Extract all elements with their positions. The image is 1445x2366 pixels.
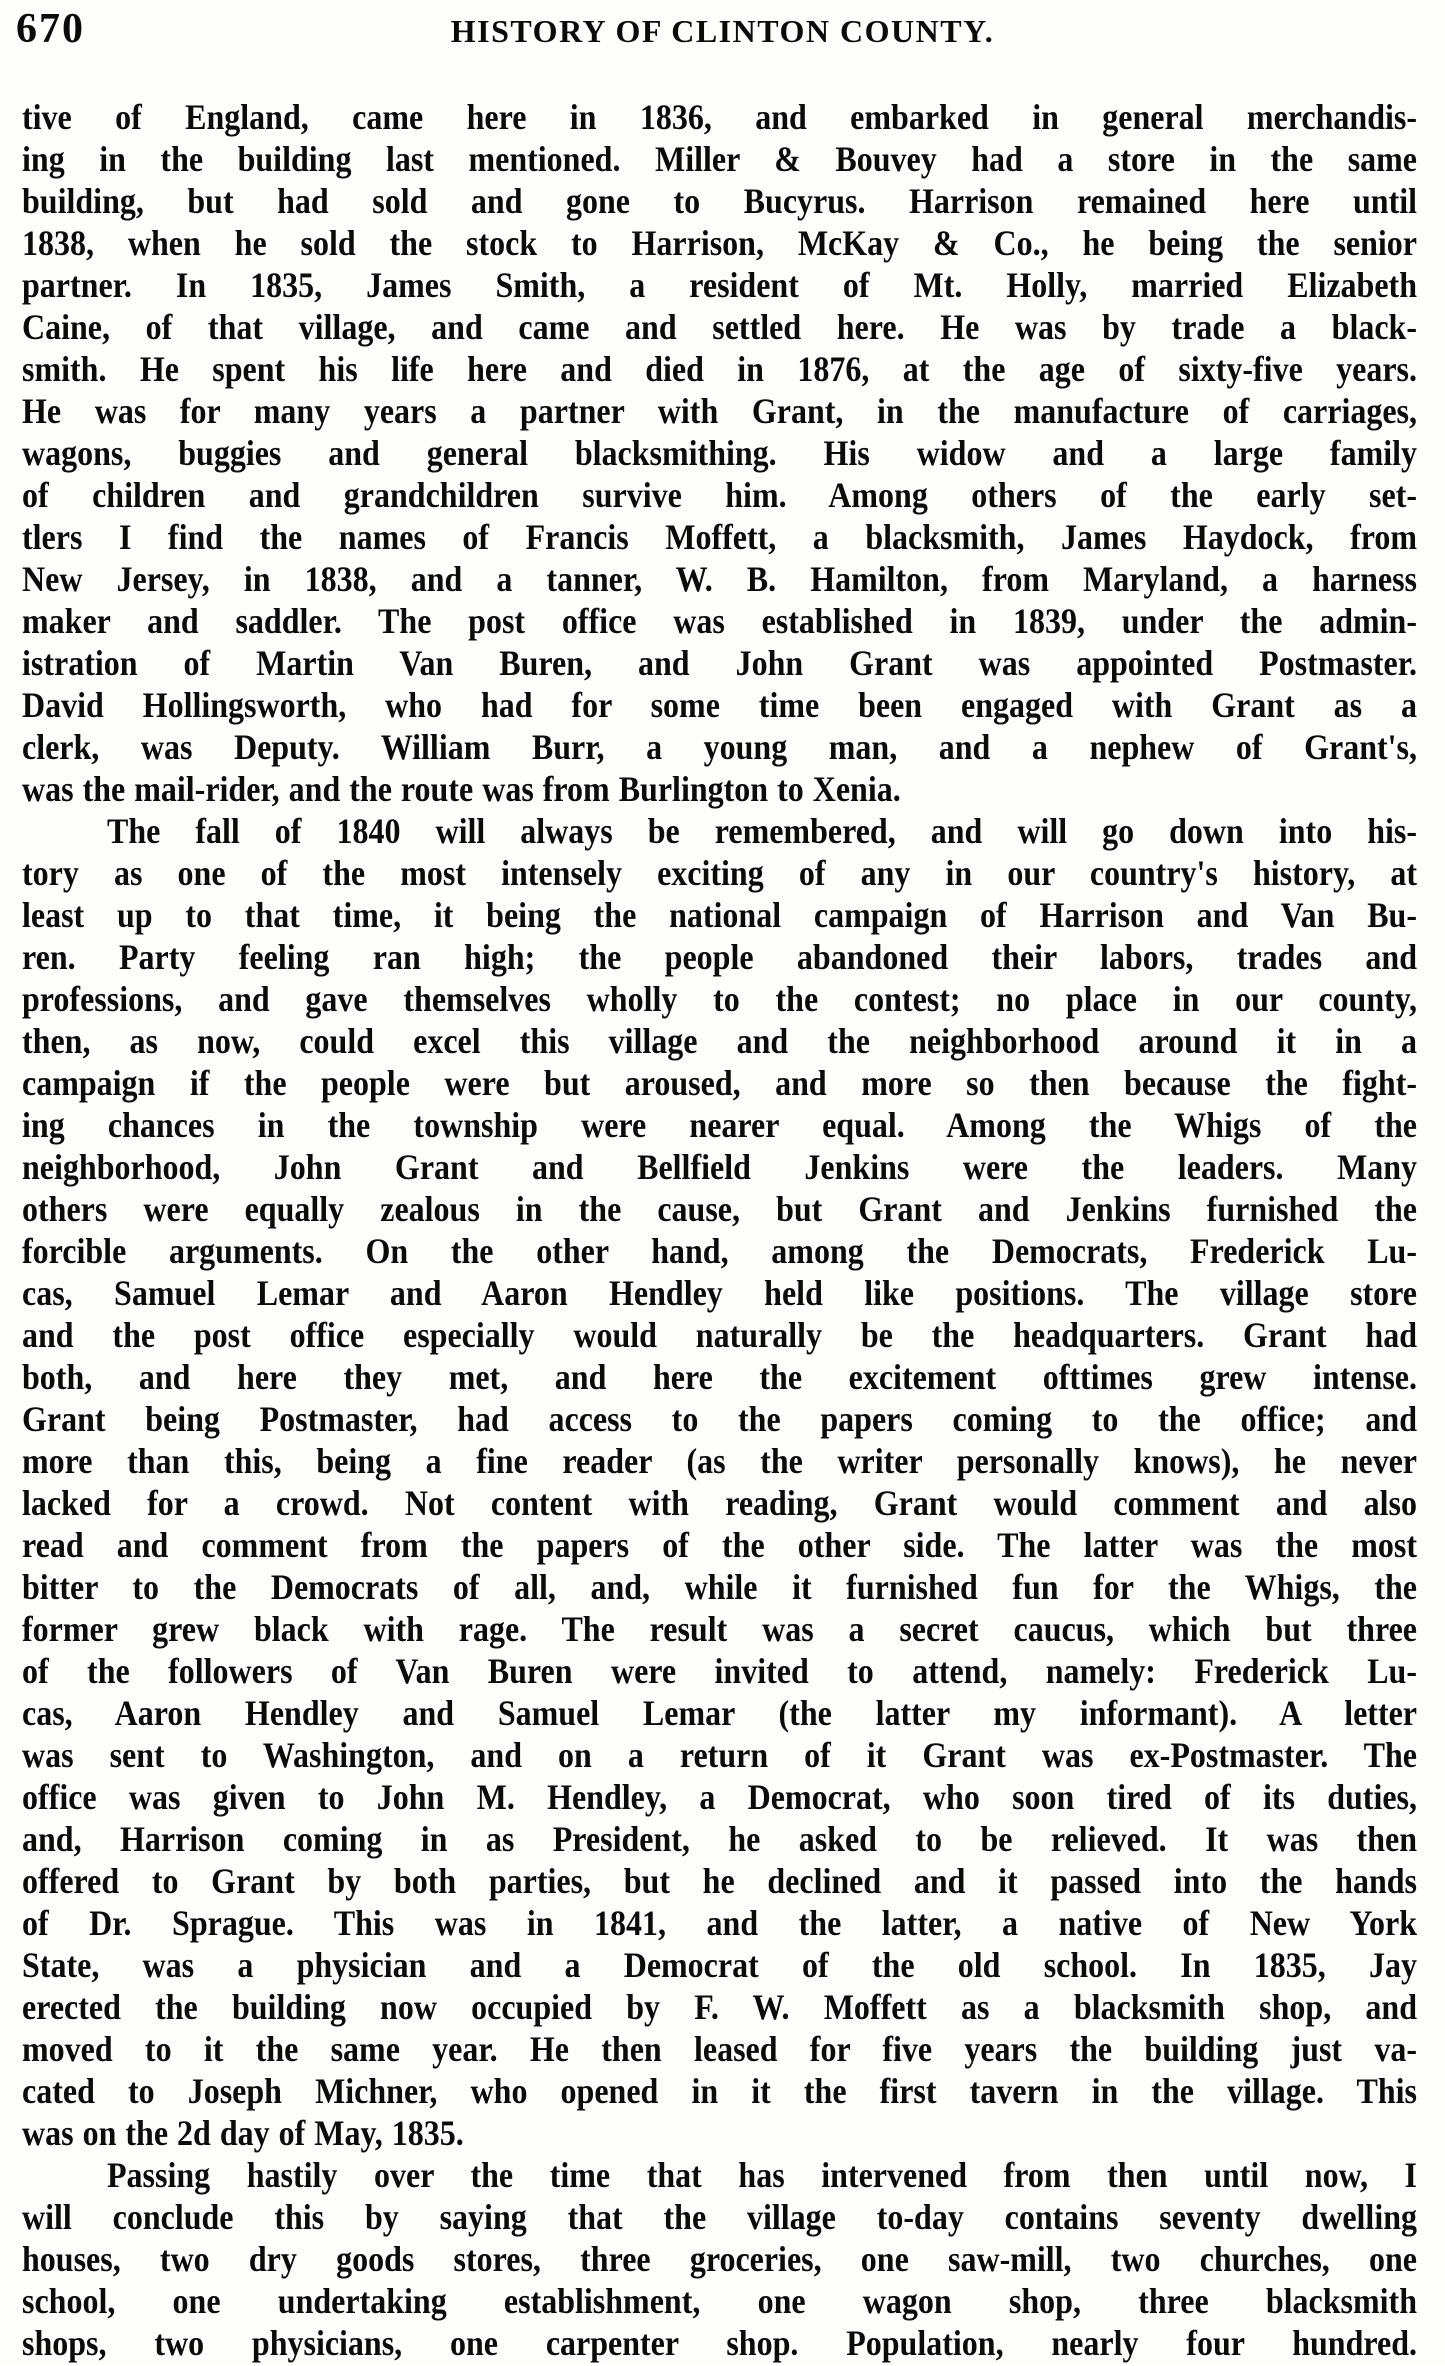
text-line: istration of Martin Van Buren, and John Grant was appointed Postmaster.: [22, 642, 1417, 683]
text-line: of Dr. Sprague. This was in 1841, and the latter, a native of New York: [22, 1902, 1417, 1943]
text-line: Passing hastily over the time that has intervened from then until now, I: [107, 2154, 1417, 2195]
text-line: The fall of 1840 will always be remembered, and will go down into his-: [107, 810, 1417, 851]
text-line: smith. He spent his life here and died in 1876, at the age of sixty-five years.: [22, 348, 1417, 389]
text-line: least up to that time, it being the national campaign of Harrison and Van Bu-: [22, 894, 1417, 935]
text-line: lacked for a crowd. Not content with reading, Grant would comment and also: [22, 1482, 1417, 1523]
text-line: both, and here they met, and here the excitement ofttimes grew intense.: [22, 1356, 1417, 1397]
text-line: campaign if the people were but aroused, and more so then because the fight-: [22, 1062, 1417, 1103]
page-header: [0, 6, 1445, 58]
text-line: He was for many years a partner with Grant, in the manufacture of carriages,: [22, 390, 1417, 431]
text-line: and, Harrison coming in as President, he asked to be relieved. It was then: [22, 1818, 1417, 1859]
text-line: 1838, when he sold the stock to Harrison, McKay & Co., he being the senior: [22, 222, 1417, 263]
text-line: professions, and gave themselves wholly to the contest; no place in our county,: [22, 978, 1417, 1019]
text-line: offered to Grant by both parties, but he declined and it passed into the hands: [22, 1860, 1417, 1901]
text-line: erected the building now occupied by F. W. Moffett as a blacksmith shop, and: [22, 1986, 1417, 2027]
text-line: shops, two physicians, one carpenter shop. Population, nearly four hundred.: [22, 2322, 1417, 2363]
text-line: wagons, buggies and general blacksmithing. His widow and a large family: [22, 432, 1417, 473]
paragraph: [22, 810, 1417, 2154]
page-number: 670: [16, 6, 85, 52]
text-line: former grew black with rage. The result was a secret caucus, which but three: [22, 1608, 1417, 1649]
text-line: ing in the building last mentioned. Miller & Bouvey had a store in the same: [22, 138, 1417, 179]
text-line: State, was a physician and a Democrat of the old school. In 1835, Jay: [22, 1944, 1417, 1985]
paragraph: [22, 2154, 1417, 2364]
text-line: tive of England, came here in 1836, and embarked in general merchandis-: [22, 96, 1417, 137]
text-line: office was given to John M. Hendley, a Democrat, who soon tired of its duties,: [22, 1776, 1417, 1817]
text-line: was sent to Washington, and on a return of it Grant was ex-Postmaster. The: [22, 1734, 1417, 1775]
text-line: ren. Party feeling ran high; the people abandoned their labors, trades and: [22, 936, 1417, 977]
text-line: was on the 2d day of May, 1835.: [22, 2112, 464, 2153]
text-line: was the mail-rider, and the route was from Burlington to Xenia.: [22, 768, 901, 809]
text-line: others were equally zealous in the cause, but Grant and Jenkins furnished the: [22, 1188, 1417, 1229]
text-line: then, as now, could excel this village and the neighborhood around it in a: [22, 1020, 1417, 1061]
text-line: building, but had sold and gone to Bucyrus. Harrison remained here until: [22, 180, 1417, 221]
text-line: of children and grandchildren survive him. Among others of the early set-: [22, 474, 1417, 515]
text-line: moved to it the same year. He then leased for five years the building just va-: [22, 2028, 1417, 2069]
text-line: forcible arguments. On the other hand, among the Democrats, Frederick Lu-: [22, 1230, 1417, 1271]
text-line: school, one undertaking establishment, one wagon shop, three blacksmith: [22, 2280, 1417, 2321]
text-line: houses, two dry goods stores, three groceries, one saw-mill, two churches, one: [22, 2238, 1417, 2279]
text-line: David Hollingsworth, who had for some time been engaged with Grant as a: [22, 684, 1417, 725]
text-line: more than this, being a fine reader (as the writer personally knows), he never: [22, 1440, 1417, 1481]
text-line: cas, Samuel Lemar and Aaron Hendley held like positions. The village store: [22, 1272, 1417, 1313]
text-line: partner. In 1835, James Smith, a resident of Mt. Holly, married Elizabeth: [22, 264, 1417, 305]
text-line: neighborhood, John Grant and Bellfield Jenkins were the leaders. Many: [22, 1146, 1417, 1187]
text-line: New Jersey, in 1838, and a tanner, W. B. Hamilton, from Maryland, a harness: [22, 558, 1417, 599]
text-line: cated to Joseph Michner, who opened in it the first tavern in the village. This: [22, 2070, 1417, 2111]
text-line: will conclude this by saying that the village to-day contains seventy dwelling: [22, 2196, 1417, 2237]
text-line: Caine, of that village, and came and settled here. He was by trade a black-: [22, 306, 1417, 347]
text-line: cas, Aaron Hendley and Samuel Lemar (the latter my informant). A letter: [22, 1692, 1417, 1733]
page-body: [22, 96, 1417, 2364]
text-line: tory as one of the most intensely exciting of any in our country's history, at: [22, 852, 1417, 893]
text-line: bitter to the Democrats of all, and, while it furnished fun for the Whigs, the: [22, 1566, 1417, 1607]
paragraph: [22, 96, 1417, 810]
text-line: clerk, was Deputy. William Burr, a young man, and a nephew of Grant's,: [22, 726, 1417, 767]
text-line: of the followers of Van Buren were invited to attend, namely: Frederick Lu-: [22, 1650, 1417, 1691]
running-title: HISTORY OF CLINTON COUNTY.: [450, 13, 995, 49]
text-line: ing chances in the township were nearer equal. Among the Whigs of the: [22, 1104, 1417, 1145]
text-line: tlers I find the names of Francis Moffett, a blacksmith, James Haydock, from: [22, 516, 1417, 557]
text-line: and the post office especially would naturally be the headquarters. Grant had: [22, 1314, 1417, 1355]
text-line: Grant being Postmaster, had access to the papers coming to the office; and: [22, 1398, 1417, 1439]
text-line: read and comment from the papers of the other side. The latter was the most: [22, 1524, 1417, 1565]
text-line: maker and saddler. The post office was established in 1839, under the admin-: [22, 600, 1417, 641]
